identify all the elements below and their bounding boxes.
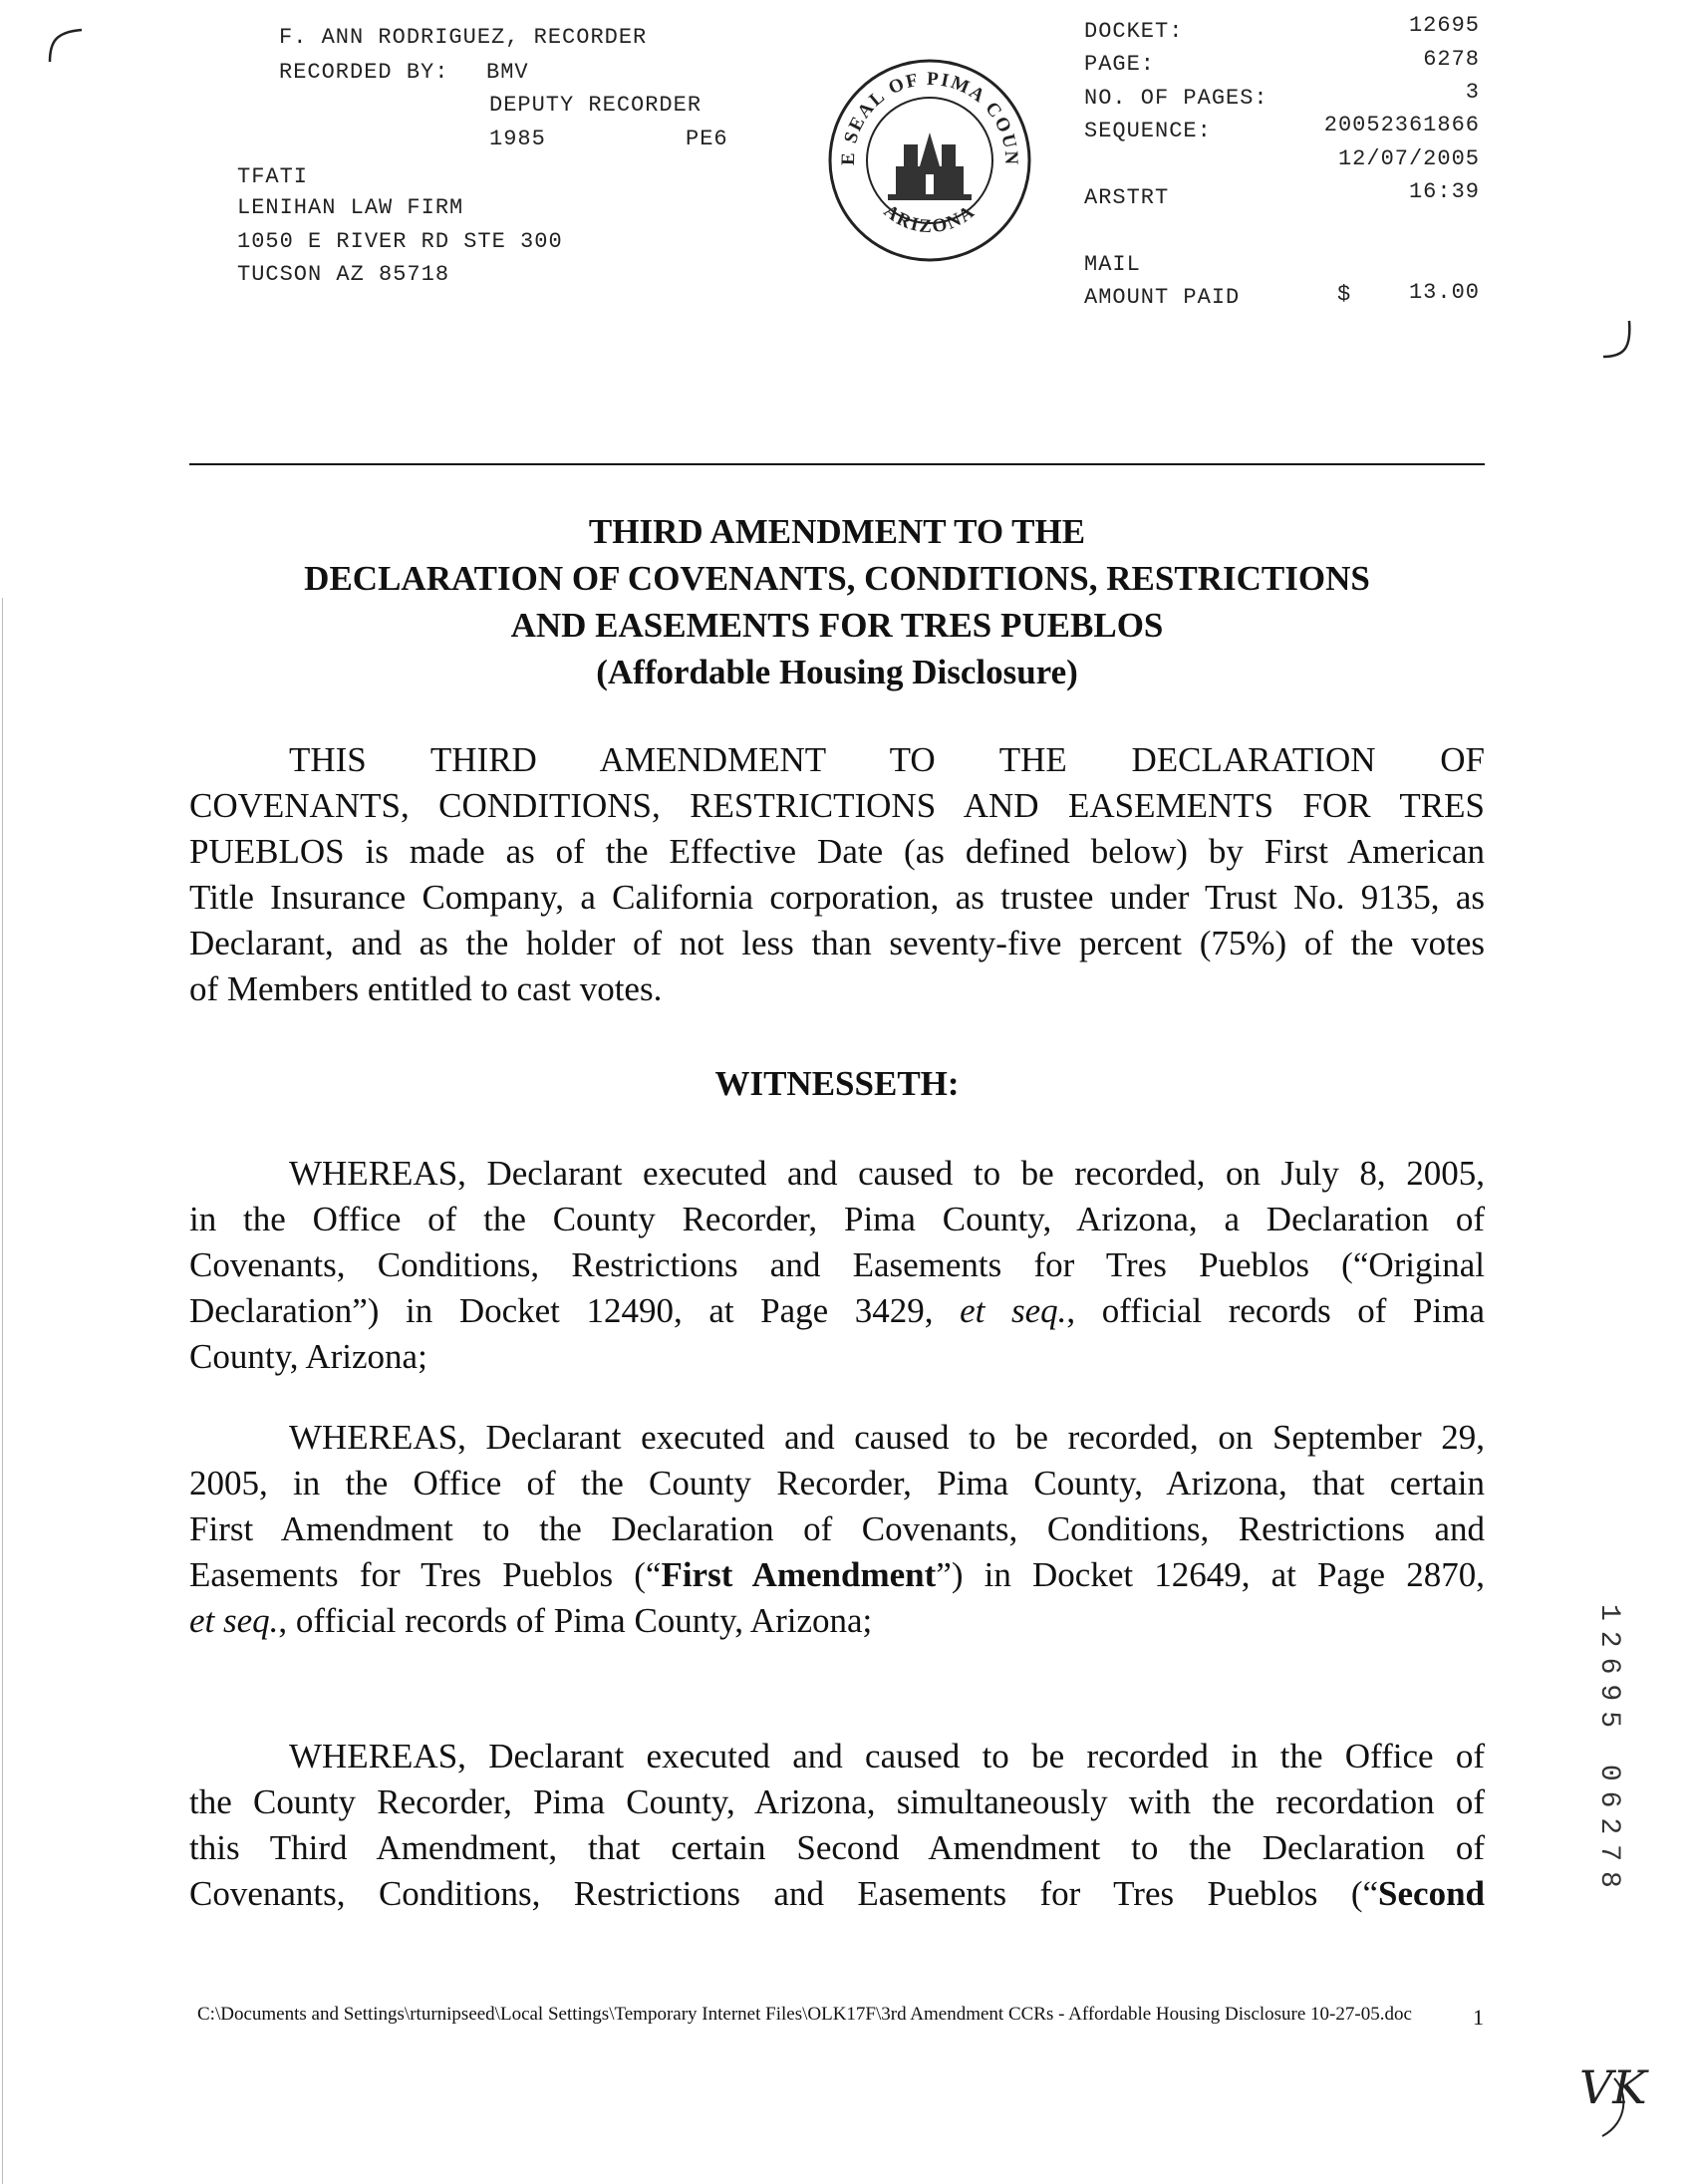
paragraph-line: this Third Amendment, that certain Second Amendment to the Declaration of	[189, 1828, 1485, 1867]
recorder-code-2: PE6	[686, 127, 728, 151]
intro-paragraph	[189, 737, 1485, 1012]
text-run: , official records of Pima County, Arizona;	[278, 1601, 873, 1640]
corner-mark-top-left	[46, 24, 86, 64]
paragraph-line: County, Arizona;	[189, 1337, 427, 1376]
sequence-label: SEQUENCE:	[1084, 119, 1212, 143]
text-run: , official records of Pima	[1066, 1291, 1485, 1330]
recorder-name: F. ANN RODRIGUEZ, RECORDER	[279, 25, 648, 50]
docket-label: DOCKET:	[1084, 19, 1184, 44]
amount-value: 13.00	[1408, 280, 1480, 305]
seal-building-icon	[888, 133, 972, 200]
page-number: 1	[1473, 2005, 1484, 2030]
paragraph-line: in the Office of the County Recorder, Pima County, Arizona, a Declaration of	[189, 1200, 1485, 1238]
header-divider	[189, 463, 1485, 465]
page-value: 6278	[1423, 47, 1480, 72]
docket-value: 12695	[1408, 13, 1480, 38]
paragraph-line: the County Recorder, Pima County, Arizona, simultaneously with the recordation of	[189, 1782, 1485, 1821]
italic-text: et seq.	[189, 1601, 279, 1640]
text-run: Declaration”) in Docket 12490, at Page 3429,	[189, 1291, 934, 1330]
title-line: DECLARATION OF COVENANTS, CONDITIONS, RESTRICTIONS	[304, 559, 1370, 598]
italic-text: et seq.	[960, 1291, 1067, 1330]
document-type: ARSTRT	[1084, 185, 1170, 210]
paragraph-line	[189, 1871, 1485, 1917]
return-line: TUCSON AZ 85718	[237, 262, 450, 287]
seal-bottom-text: ARIZONA	[879, 200, 981, 238]
corner-mark-right	[1599, 317, 1639, 363]
pages-label: NO. OF PAGES:	[1084, 86, 1268, 111]
currency-symbol: $	[1337, 282, 1352, 307]
document-title	[189, 508, 1485, 695]
recorded-by-label: RECORDED BY:	[279, 60, 449, 85]
paragraph-line: PUEBLOS is made as of the Effective Date (as defined below) by First American	[189, 832, 1485, 871]
paragraph-line: THIS THIRD AMENDMENT TO THE DECLARATION OF	[289, 740, 1485, 779]
text-run: ”) in Docket 12649, at Page 2870,	[936, 1555, 1485, 1594]
page-left-edge	[2, 598, 3, 2184]
paragraph-line: COVENANTS, CONDITIONS, RESTRICTIONS AND EASEMENTS FOR TRES	[189, 786, 1485, 825]
paragraph-line: 2005, in the Office of the County Recorder, Pima County, Arizona, that certain	[189, 1464, 1485, 1502]
paragraph-line: WHEREAS, Declarant executed and caused to be recorded, on September 29,	[289, 1418, 1485, 1457]
recital-paragraph-3	[189, 1734, 1485, 1917]
paragraph-line	[189, 1552, 1485, 1598]
recording-date: 12/07/2005	[1337, 146, 1480, 171]
mail-label: MAIL	[1084, 252, 1141, 277]
paragraph-line: of Members entitled to cast votes.	[189, 969, 663, 1008]
witnesseth-heading: WITNESSETH:	[714, 1064, 960, 1103]
text-run: Covenants, Conditions, Restrictions and Easements for Tres Pueblos (“	[189, 1874, 1379, 1913]
seal-emblem	[824, 55, 1035, 266]
paragraph-line: WHEREAS, Declarant executed and caused to be recorded in the Office of	[289, 1737, 1485, 1775]
pages-value: 3	[1465, 80, 1480, 105]
paragraph-line: Title Insurance Company, a California corporation, as trustee under Trust No. 9135, as	[189, 878, 1485, 917]
paragraph-line: WHEREAS, Declarant executed and caused to be recorded, on July 8, 2005,	[289, 1154, 1485, 1193]
sequence-value: 20052361866	[1323, 113, 1480, 137]
footer-file-path: C:\Documents and Settings\rturnipseed\Local Settings\Temporary Internet Files\OLK17F\3rd Amendment CCRs - Affordable Housing Disclosure 10-27-05.doc	[197, 2004, 1412, 2025]
amount-label: AMOUNT PAID	[1084, 285, 1241, 310]
recorder-code: 1985	[489, 127, 546, 151]
paragraph-line	[189, 1288, 1485, 1334]
text-run: Easements for Tres Pueblos (“	[189, 1555, 662, 1594]
title-line: THIRD AMENDMENT TO THE	[588, 512, 1086, 551]
bold-text: First Amendment	[661, 1555, 937, 1594]
paragraph-line: First Amendment to the Declaration of Covenants, Conditions, Restrictions and	[189, 1509, 1485, 1548]
paragraph-line	[189, 1598, 1485, 1644]
deputy-recorder: DEPUTY RECORDER	[489, 93, 703, 118]
return-line: LENIHAN LAW FIRM	[237, 195, 464, 220]
svg-text:ARIZONA	[880, 200, 980, 237]
margin-docket-stamp: 12695 06278	[1593, 1604, 1624, 1898]
title-line: AND EASEMENTS FOR TRES PUEBLOS	[510, 606, 1164, 645]
initials-stroke-icon	[1594, 2072, 1634, 2142]
seal-top-text: E SEAL OF PIMA COUN	[837, 68, 1022, 167]
recorded-by-value: BMV	[486, 60, 529, 85]
bold-text: Second	[1378, 1874, 1485, 1913]
title-subtitle: (Affordable Housing Disclosure)	[596, 653, 1078, 691]
return-line: 1050 E RIVER RD STE 300	[237, 229, 563, 254]
recording-time: 16:39	[1408, 179, 1480, 204]
recital-paragraph-1	[189, 1151, 1485, 1380]
recital-paragraph-2	[189, 1415, 1485, 1644]
county-seal	[824, 55, 1035, 266]
paragraph-line: Covenants, Conditions, Restrictions and Easements for Tres Pueblos (“Original	[189, 1245, 1485, 1284]
page-label: PAGE:	[1084, 52, 1156, 77]
return-line: TFATI	[237, 164, 309, 189]
handwritten-initials: VK	[1579, 2060, 1647, 2114]
paragraph-line: Declarant, and as the holder of not less than seventy-five percent (75%) of the votes	[189, 924, 1485, 962]
